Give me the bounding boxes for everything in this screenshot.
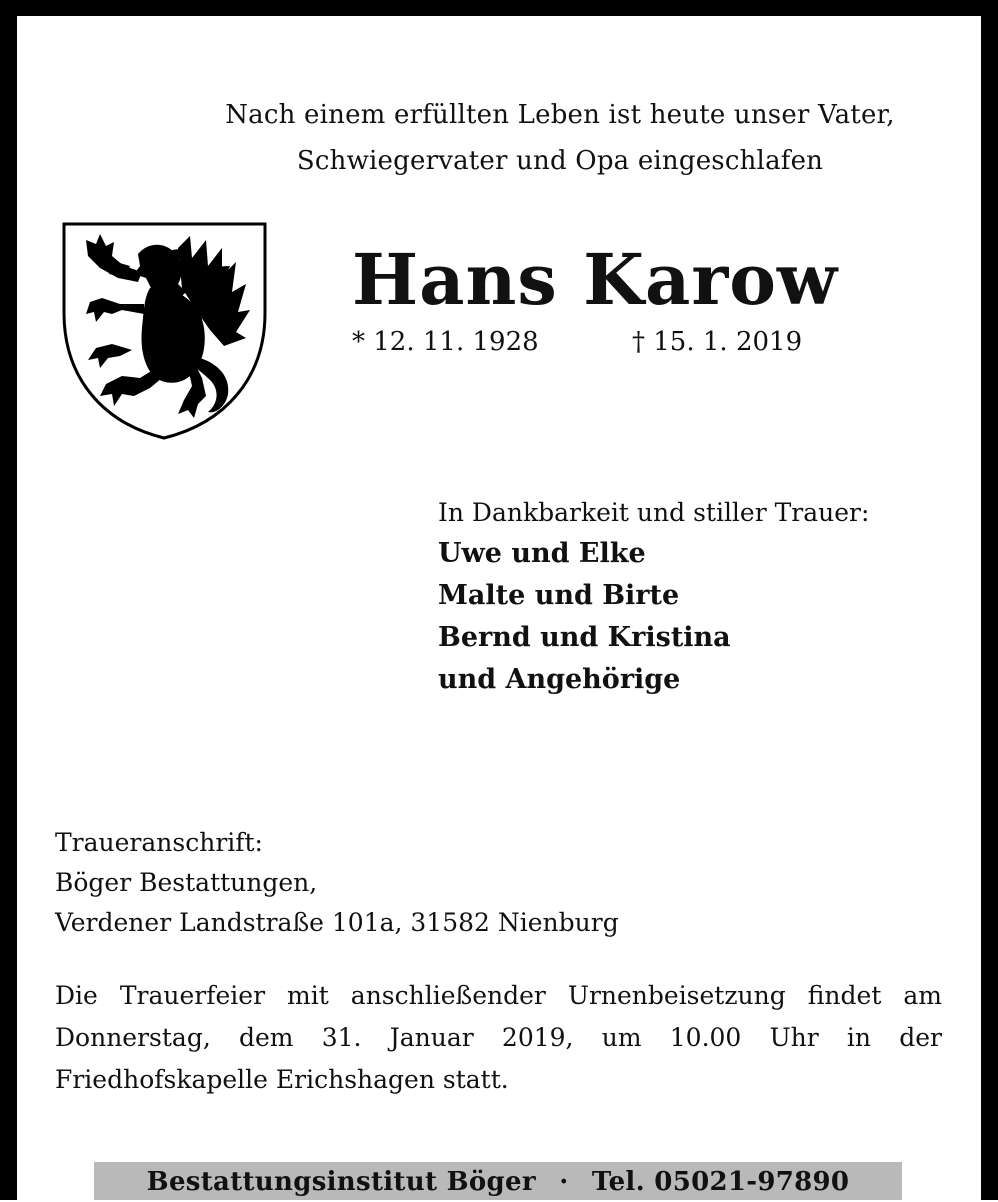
address-line-2: Verdener Landstraße 101a, 31582 Nienburg: [55, 908, 619, 937]
death-date: † 15. 1. 2019: [632, 327, 803, 357]
mourning-intro: In Dankbarkeit und stiller Trauer:: [438, 498, 870, 527]
birth-date: * 12. 11. 1928: [352, 327, 539, 357]
footer-separator: ·: [559, 1167, 569, 1197]
footer-company: Bestattungsinstitut Böger: [146, 1167, 536, 1197]
mourners-section: [438, 493, 948, 701]
mourner-name: Bernd und Kristina: [438, 622, 731, 653]
intro-text: [180, 92, 940, 184]
ceremony-notice: [55, 975, 942, 1101]
ceremony-text: Die Trauerfeier mit anschließender Urnenbeisetzung findet am Donnerstag, dem 31. Januar 2019, um 10.00 Uhr in der Friedhofskapelle Erichshagen statt.: [55, 981, 942, 1094]
mourner-name: Malte und Birte: [438, 580, 680, 611]
address-label: Traueranschrift:: [55, 828, 263, 857]
mourner-name: und Angehörige: [438, 664, 681, 695]
deceased-name: Hans Karow: [352, 238, 839, 321]
mourner-name: Uwe und Elke: [438, 538, 646, 569]
coat-of-arms: [60, 218, 270, 443]
footer-phone: Tel. 05021-97890: [591, 1167, 850, 1197]
footer-bar: [94, 1162, 902, 1200]
intro-line-2: Schwiegervater und Opa eingeschlafen: [296, 146, 824, 176]
mourning-address: [55, 823, 619, 943]
intro-line-1: Nach einem erfüllten Leben ist heute unser Vater,: [225, 100, 895, 130]
griffin-coat-of-arms-icon: [60, 218, 270, 443]
address-line-1: Böger Bestattungen,: [55, 868, 318, 897]
